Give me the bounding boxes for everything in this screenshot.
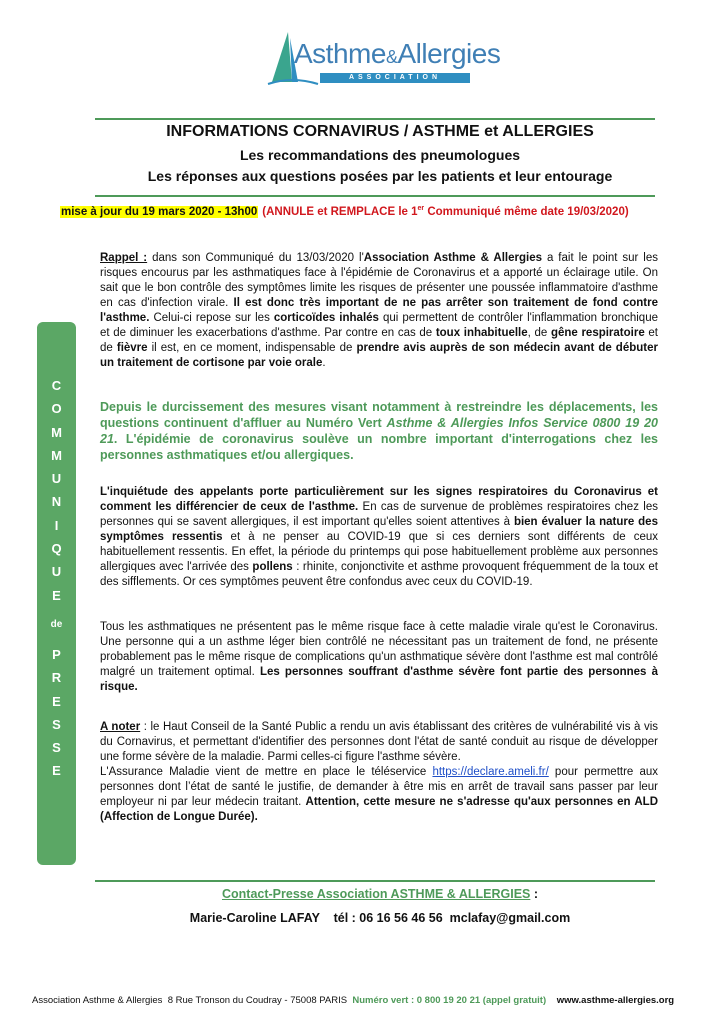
paragraph-risk: Tous les asthmatiques ne présentent pas le même risque face à cette maladie virale qu'est le Coronavirus. Une personne qui a un asthme léger bien contrôlé ne nécessitant pas un traitement de fond, ne présente probablement pas le même risque de complications qu'un asthmatique sévère dont l'asthme est mal contrôlé malgré un traitement optimal. Les personnes souffrant d'asthme sévère font partie des personnes à risque. (100, 621, 658, 693)
sidebar-letter: M (51, 447, 62, 463)
contact-details: Marie-Caroline LAFAY tél : 06 16 56 46 56 mclafay@gmail.com (189, 911, 571, 925)
footer-address: Association Asthme & Allergies 8 Rue Tronson du Coudray - 75008 PARIS (32, 995, 353, 1006)
sidebar-de: de (50, 618, 63, 630)
paragraph-a-noter: A noter : le Haut Conseil de la Santé Public a rendu un avis établissant des critères de vulnérabilité vis à vis du Cornavirus, et permettant d'identifier des personnes dont l'état de santé conduit au risque de développer une forme sévère de la maladie. Parmi celles-ci figure l'asthme sévère. L'Assurance Maladie vient de mettre en place le téléservice https://declare.ameli.fr/ pour permettre aux personnes dont l’état de santé le justifie, de demander à être mis en arrêt de travail sans passer par leur employeur ni par leur médecin traitant. Attention, cette mesure ne s'adresse qu'aux personnes en ALD (Affection de Longue Durée). (100, 721, 659, 823)
footer (32, 995, 702, 1006)
sidebar-letter: E (52, 587, 61, 603)
ameli-link[interactable]: https://declare.ameli.fr/ (432, 766, 549, 778)
logo-text-1: Asthme (294, 38, 386, 69)
top-divider (95, 118, 655, 120)
sidebar-letter: C (51, 378, 62, 393)
press-contact: Contact-Presse Association ASTHME & ALLERGIES : Marie-Caroline LAFAY tél : 06 16 56 46 56 mclafay@gmail.com (100, 885, 660, 925)
sidebar-letter: S (52, 740, 61, 756)
subtitle-answers: Les réponses aux questions posées par les patients et leur entourage (147, 168, 613, 184)
update-date: mise à jour du 19 mars 2020 - 13h00 (61, 205, 258, 218)
logo-subtitle: ASSOCIATION (320, 73, 470, 83)
logo-wordmark (294, 38, 500, 70)
sidebar-letter: M (51, 424, 62, 440)
sidebar-letter: P (52, 646, 61, 662)
paragraph-rappel: Rappel : dans son Communiqué du 13/03/2020 l'Association Asthme & Allergies a fait le point sur les risques encourus par les asthmatiques face à l'épidémie de Coronavirus et a apporté un éclairage utile. On sait que le bon contrôle des symptômes limite les risques de présenter une poussée inflammatoire d'asthme en cas d'infection virale. Il est donc très important de ne pas arrêter son traitement de fond contre l'asthme. Celui-ci repose sur les corticoïdes inhalés qui permettent de contrôler l'inflammation bronchique et de diminuer les exacerbations d'asthme. Par contre en cas de toux inhabituelle, de gêne respiratoire et de fièvre il est, en ce moment, indispensable de prendre avis auprès de son médecin avant de débuter un traitement de cortisone par voie orale. (100, 252, 658, 369)
title-divider (95, 195, 655, 197)
sidebar-letter: Q (51, 541, 62, 557)
footer-website[interactable]: www.asthme-allergies.org (556, 995, 675, 1006)
sidebar-letter: N (51, 494, 62, 510)
sidebar-letter: E (52, 693, 61, 709)
paragraph-symptoms: L'inquiétude des appelants porte particulièrement sur les signes respiratoires du Coronavirus et comment les différencier de ceux de l'asthme. En cas de survenue de problèmes respiratoires chez les personnes qui se savent allergiques, il est important qu'elles soient attentives à bien évaluer la nature des symptômes ressentis et à ne penser au COVID-19 que si ces derniers sont différents de ceux habituellement ressentis. En effet, la période du printemps qui pose habituellement problème aux personnes allergiques avec l'arrivée des pollens : rhinite, conjonctivite et asthme provoquent fréquemment de la toux et des sifflements. Or ces symptômes peuvent être confondus avec ceux du COVID-19. (100, 486, 659, 588)
sidebar-letter: R (51, 670, 62, 686)
sidebar-letter: U (51, 471, 62, 487)
paragraph-numero-vert: Depuis le durcissement des mesures visant notamment à restreindre les déplacements, les questions continuent d'affluer au Numéro Vert Asthme & Allergies Infos Service 0800 19 20 21. L'épidémie de coronavirus soulève un nombre important d'interrogations chez les personnes asthmatiques et/ou allergiques. (100, 400, 658, 462)
logo-amp: & (385, 47, 398, 67)
page-title: INFORMATIONS CORNAVIRUS / ASTHME et ALLERGIES (166, 123, 594, 140)
sidebar-letter: O (51, 401, 62, 417)
footer-numero-vert: Numéro vert : 0 800 19 20 21 (appel gratuit) (352, 995, 547, 1006)
sidebar-letter: E (52, 763, 61, 779)
update-line (60, 205, 700, 218)
association-logo (262, 30, 501, 90)
update-note: (ANNULE et REMPLACE le 1er Communiqué même date 19/03/2020) (262, 205, 629, 218)
logo-text-2: Allergies (397, 38, 501, 69)
contact-divider (95, 880, 655, 882)
sidebar-letter: I (54, 517, 59, 533)
sidebar-letters (37, 374, 76, 783)
subtitle-recommendations: Les recommandations des pneumologues (239, 147, 521, 163)
sidebar-letter: U (51, 564, 62, 580)
contact-title: Contact-Presse Association ASTHME & ALLERGIES (221, 887, 531, 901)
sidebar-letter: S (52, 716, 61, 732)
communique-sidebar (37, 322, 76, 865)
